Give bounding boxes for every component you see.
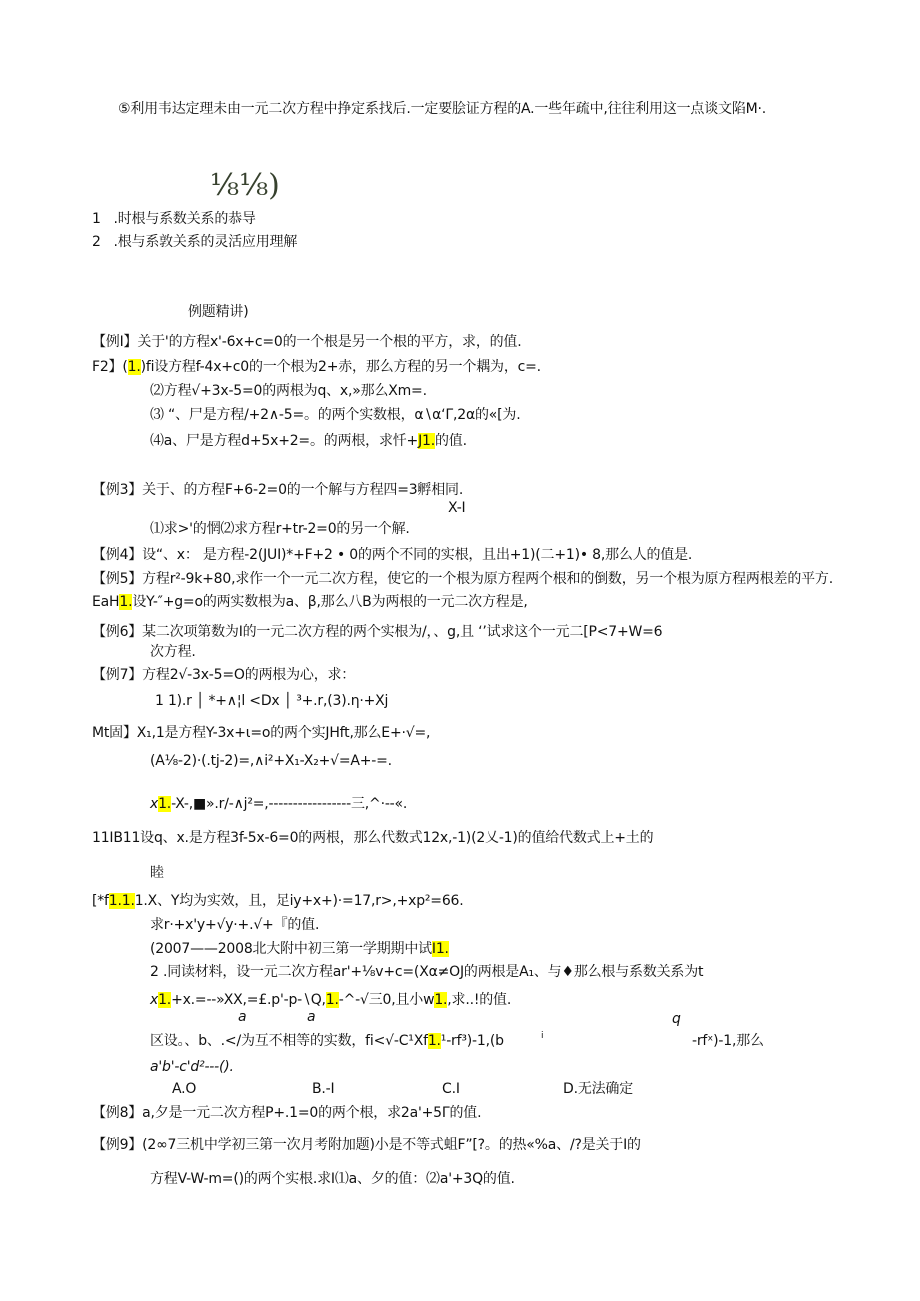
- highlight-mark: 1.: [325, 992, 339, 1008]
- example-ea-label: EaH: [92, 594, 120, 610]
- example-mt-line-2: (A⅛-2)·(.tj-2)=,∧i²+X₁-X₂+√=A+-=.: [150, 753, 392, 769]
- highlight-mark: 1.1.: [108, 893, 135, 909]
- goal-2-number: 2: [92, 234, 101, 250]
- intro-note: ⑤利用韦达定理未由一元二次方程中挣定系找后.一定要脍证方程的A.一些年疏中,往往利用这一点谈文陷M·.: [118, 101, 767, 117]
- goal-1-number: 1: [92, 211, 101, 227]
- highlight-mark: 1.: [119, 594, 133, 610]
- denominator-q: q: [672, 1011, 681, 1027]
- option-d: D.无法确定: [563, 1081, 634, 1097]
- example-6: 【例6】某二次项第数为I的一元二次方程的两个实根为/，、g,且 ‘’试求这个一元二[P<7+W=6: [92, 624, 663, 640]
- denominator-a-1: a: [238, 1009, 247, 1025]
- question-text-3: -rfˣ)-1,那么: [692, 1033, 764, 1049]
- example-3-questions: ⑴求>'的惘⑵求方程r+tr-2=0的另一个解.: [150, 521, 410, 537]
- example-f-text: 1.X、Y均为实效，且，足iy+x+)·=17,r>,+xp²=66.: [134, 893, 464, 909]
- superscript-i: i: [541, 1031, 544, 1041]
- denominator-a-2: a: [307, 1009, 316, 1025]
- example-1: 【例I】关于'的方程x'-6x+c=0的一个根是另一个根的平方，求，的值.: [92, 334, 522, 350]
- example-3: 【例3】关于、的方程F+6-2=0的一个解与方程四=3孵相同.: [92, 482, 464, 498]
- example-mt-line-3: [150, 795, 407, 813]
- highlight-mark: 1.: [127, 359, 141, 375]
- multiple-choice-question: [150, 1032, 504, 1050]
- example-2-part-4-end: 的值.: [434, 433, 467, 449]
- example-11: 11IB11设q、x.是方程3f-5x-6=0的两根，那么代数式12x,-1)(2乂-1)的值给代数式上+土的: [92, 830, 654, 846]
- examples-title: 例题精讲): [188, 304, 249, 320]
- highlight-mark: 1.: [158, 796, 172, 812]
- goal-2-text: .根与系敦关系的灵活应用理解: [113, 234, 298, 250]
- highlight-mark: 1.: [158, 992, 172, 1008]
- reading-material: 2 .同读材料，设一元二次方程ar'+⅛v+c=(Xα≠OJ的两根是A₁、与♦那么根与系数关系为t: [150, 964, 704, 980]
- example-6-end: 次方程.: [150, 644, 196, 660]
- highlight-mark: I1.: [431, 941, 449, 957]
- goal-2: [92, 233, 297, 251]
- reading-material-relations: [150, 991, 511, 1009]
- highlight-mark: 1.: [427, 1033, 441, 1049]
- example-mt-line-3-text: -X-,■».r∕-∧j²=,-----------------三,^·--«.: [171, 796, 408, 812]
- example-2-part-4-text: ⑷a、尸是方程d+5x+2=。的两根，求忏+: [150, 433, 419, 449]
- option-b: B.-I: [312, 1081, 335, 1097]
- example-7: 【例7】方程2√-3x-5=O的两根为心，求：: [92, 667, 356, 683]
- highlight-mark: J1.: [418, 433, 435, 449]
- example-9-end: 方程V-W-m=()的两个实根.求I⑴a、夕的值：⑵a'+3Q的值.: [150, 1171, 515, 1187]
- example-f-source-text: (2007——2008北大附中初三第一学期期中试: [150, 941, 432, 957]
- highlight-mark: 1.: [434, 992, 448, 1008]
- example-2-part-3: ⑶ “、尸是方程/+2∧-5=。的两个实数根，α∖α‘Γ,2α的«[为.: [150, 407, 521, 423]
- variable-x: x: [150, 992, 159, 1008]
- example-f-source: [150, 940, 449, 958]
- goal-1: [92, 210, 256, 228]
- section-heading: ⅛⅛): [210, 168, 280, 203]
- goal-1-text: .时根与系数关系的恭导: [113, 211, 256, 227]
- example-9: 【例9】(2∞7三机中学初三第一次月考附加题)小是不等式蛆F”[?。的热«%a、/?是关于I的: [92, 1137, 641, 1153]
- example-2-label: F2】(: [92, 359, 128, 375]
- option-a: A.O: [172, 1081, 197, 1097]
- example-f: [92, 892, 464, 910]
- example-11-end: 睦: [150, 865, 164, 881]
- question-text: 区设。、b、.</为互不相等的实数，fi<√-C¹Xf: [150, 1033, 428, 1049]
- variable-x: x: [150, 796, 159, 812]
- example-8: 【例8】a,夕是一元二次方程P+.1=0的两个根，求2a'+5Γ的值.: [92, 1105, 482, 1121]
- example-2-text: )fi设方程f-4x+c0的一个根为2+赤，那么方程的另一个耦为，c=.: [140, 359, 541, 375]
- question-text-2: ¹-rf³)-1,(b: [440, 1033, 504, 1049]
- example-7-items: 1 1).r │ *+∧¦l <Dx │ ³+.r,(3).η·+Xj: [155, 693, 389, 709]
- example-4: 【例4】设“、x： 是方程-2(JUI)*+F+2 • 0的两个不同的实根，且出+1)(二+1)• 8,那么人的值是.: [92, 547, 693, 563]
- example-2-part-1: [92, 358, 541, 376]
- relations-text: +x.=--»XX,=£.p'-p-∖Q,: [171, 992, 326, 1008]
- relations-text-2: -^-√三0,且小w: [338, 992, 435, 1008]
- option-c: C.I: [442, 1081, 460, 1097]
- relations-text-3: ,求..!的值.: [447, 992, 512, 1008]
- example-ea-text: 设Y-″+g=o的两实数根为a、β,那么八B为两根的一元二次方程是,: [132, 594, 528, 610]
- question-expression: a'b'-c'd²---().: [150, 1059, 234, 1075]
- example-2-part-4: [150, 432, 467, 450]
- example-f-question: 求r·+x'y+√y·+.√+『的值.: [150, 917, 320, 933]
- example-5: 【例5】方程r²-9k+80,求作一个一元二次方程，使它的一个根为原方程两个根和的倒数，另一个根为原方程两根差的平方.: [92, 571, 833, 587]
- example-2-part-2: ⑵方程√+3x-5=0的两根为q、x,»那么Xm=.: [150, 383, 427, 399]
- example-f-label: [*f: [92, 893, 109, 909]
- example-ea: [92, 593, 528, 611]
- example-3-fraction: X-I: [448, 500, 466, 516]
- example-mt: Mt固】X₁,1是方程Y-3x+ι=o的两个实JHft,那么E+·√=,: [92, 725, 431, 741]
